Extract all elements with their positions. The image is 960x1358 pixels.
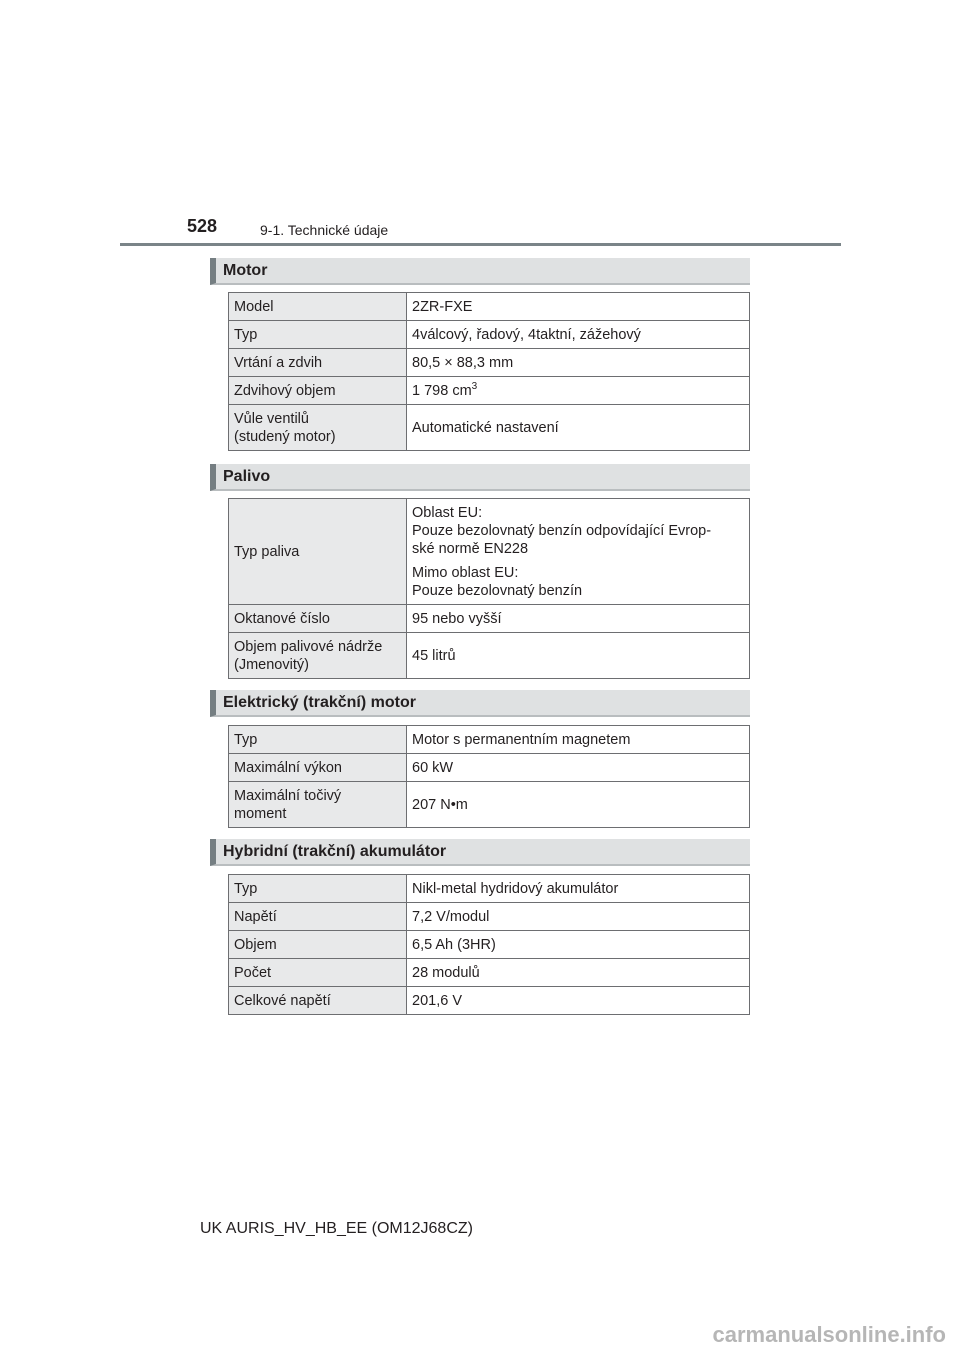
spec-value: 95 nebo vyšší xyxy=(407,605,750,633)
spec-value: 4válcový, řadový, 4taktní, zážehový xyxy=(407,321,750,349)
spec-value: Nikl-metal hydridový akumulátor xyxy=(407,875,750,903)
table-row xyxy=(229,782,750,828)
chapter-title: 9-1. Technické údaje xyxy=(260,222,389,238)
spec-label: Vůle ventilů (studený motor) xyxy=(229,405,407,451)
fuel-note-non-eu: Mimo oblast EU: Pouze bezolovnatý benzín xyxy=(412,564,583,599)
spec-value: 1 798 $cm^3$ xyxy=(407,377,750,405)
watermark: carmanualsonline.info xyxy=(712,1322,946,1347)
spec-value: 80,5 × 88,3 mm xyxy=(407,349,750,377)
spec-label: Typ xyxy=(229,875,407,903)
spec-label: Maximální výkon xyxy=(229,754,407,782)
table-row xyxy=(229,405,750,451)
table-row xyxy=(229,293,750,321)
spec-label: Oktanové číslo xyxy=(229,605,407,633)
table-row xyxy=(229,726,750,754)
spec-label: Typ xyxy=(229,321,407,349)
spec-label: Typ xyxy=(229,726,407,754)
section-heading-motor: Motor xyxy=(210,258,750,285)
table-row xyxy=(229,605,750,633)
spec-label: Počet xyxy=(229,959,407,987)
header-divider xyxy=(120,243,841,246)
spec-value: 7,2 V/modul xyxy=(407,903,750,931)
electric-motor-spec-table xyxy=(228,725,750,828)
spec-value: 60 kW xyxy=(407,754,750,782)
spec-value xyxy=(407,499,750,605)
table-row xyxy=(229,875,750,903)
spec-value: 201,6 V xyxy=(407,987,750,1015)
section-heading-fuel: Palivo xyxy=(210,464,750,491)
spec-value: Motor s permanentním magnetem xyxy=(407,726,750,754)
spec-value: 2ZR-FXE xyxy=(407,293,750,321)
table-row xyxy=(229,349,750,377)
spec-label: Typ paliva xyxy=(229,499,407,605)
table-row xyxy=(229,987,750,1015)
spec-label: Objem palivové nádrže (Jmenovitý) xyxy=(229,633,407,679)
spec-label: Celkové napětí xyxy=(229,987,407,1015)
spec-value: 45 litrů xyxy=(407,633,750,679)
page-number: 528 xyxy=(187,216,218,236)
table-row xyxy=(229,959,750,987)
table-row xyxy=(229,633,750,679)
table-row xyxy=(229,377,750,405)
spec-label: Maximální točivý moment xyxy=(229,782,407,828)
spec-label: Zdvihový objem xyxy=(229,377,407,405)
section-heading-hybrid-battery: Hybridní (trakční) akumulátor xyxy=(210,839,750,866)
page-header xyxy=(120,214,841,246)
spec-label: Model xyxy=(229,293,407,321)
table-row xyxy=(229,903,750,931)
table-row xyxy=(229,754,750,782)
spec-value: 6,5 Ah (3HR) xyxy=(407,931,750,959)
engine-spec-table xyxy=(228,292,750,451)
spec-label: Napětí xyxy=(229,903,407,931)
spec-value: Automatické nastavení xyxy=(407,405,750,451)
spec-value: 207 N•m xyxy=(407,782,750,828)
section-heading-electric-motor: Elektrický (trakční) motor xyxy=(210,690,750,717)
fuel-note-eu: Oblast EU: Pouze bezolovnatý benzín odpovídající Evrop- ské normě EN228 xyxy=(412,504,712,557)
unit-exponent: 3 xyxy=(471,380,478,392)
table-row xyxy=(229,321,750,349)
table-row xyxy=(229,499,750,605)
fuel-spec-table xyxy=(228,498,750,679)
spec-label: Objem xyxy=(229,931,407,959)
hybrid-battery-spec-table xyxy=(228,874,750,1015)
table-row xyxy=(229,931,750,959)
document-id: UK AURIS_HV_HB_EE (OM12J68CZ) xyxy=(200,1220,473,1237)
spec-value: 28 modulů xyxy=(407,959,750,987)
spec-label: Vrtání a zdvih xyxy=(229,349,407,377)
